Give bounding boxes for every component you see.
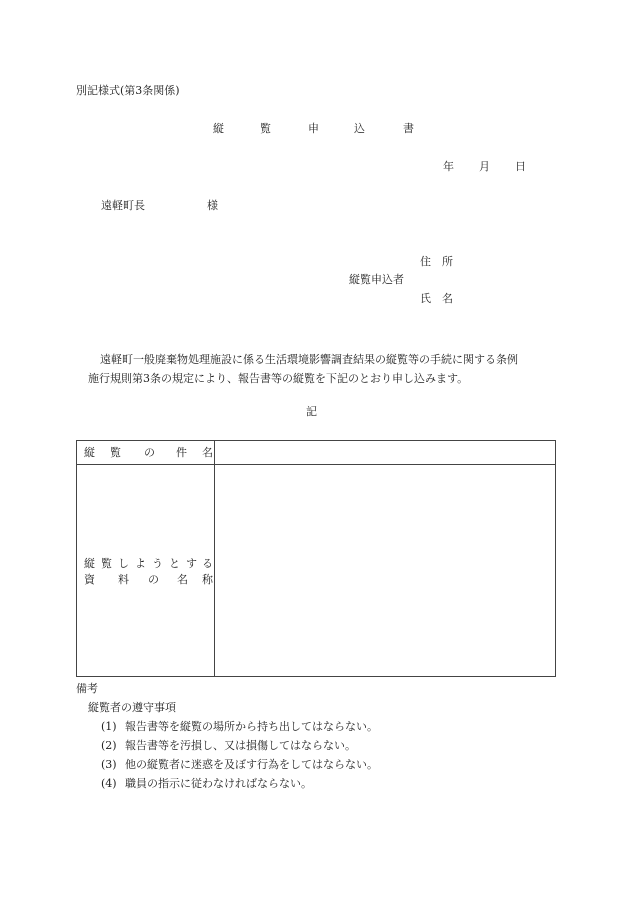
remarks-heading: 備考 (76, 682, 98, 695)
title-char: 書 (403, 122, 414, 135)
label-char: よ (135, 557, 146, 570)
label-char: 縦 (84, 557, 95, 570)
statement-line-2: 施行規則第3条の規定により、報告書等の縦覧を下記のとおり申し込みます。 (88, 372, 469, 385)
remarks-item-text: 報告書等を汚損し、又は損傷してはならない。 (125, 739, 356, 752)
title-char: 縦 (213, 122, 224, 135)
remarks-item (101, 778, 312, 789)
form-label: 別記様式(第3条関係) (76, 84, 180, 97)
applicant-name-label: 氏 名 (420, 292, 453, 305)
material-name-label-line-1 (84, 557, 213, 571)
label-char: 称 (202, 573, 213, 586)
addressee: 遠軽町長 (101, 199, 145, 212)
date-month-label: 月 (479, 160, 490, 173)
remarks-item (101, 721, 378, 732)
inspection-subject-label (84, 446, 213, 460)
document-title (213, 123, 433, 137)
remarks-item (101, 759, 378, 770)
date-year-label: 年 (443, 160, 454, 173)
remarks-item-number: (1) (101, 720, 117, 733)
label-char: る (202, 557, 213, 570)
date-line (443, 161, 543, 175)
remarks-item-number: (2) (101, 739, 117, 752)
label-char: 件 (176, 446, 187, 459)
remarks-item-number: (3) (101, 758, 117, 771)
statement-line-1: 遠軽町一般廃棄物処理施設に係る生活環境影響調査結果の縦覧等の手続に関する条例 (100, 353, 518, 366)
label-char: 料 (118, 573, 129, 586)
material-name-label (84, 557, 213, 590)
remarks-item-text: 職員の指示に従わなければならない。 (125, 777, 312, 790)
material-name-value-cell[interactable] (215, 465, 555, 676)
label-char: 覧 (110, 446, 121, 459)
label-char: 縦 (84, 446, 95, 459)
material-name-label-line-2 (84, 573, 213, 587)
label-char: 資 (84, 573, 95, 586)
ki-heading: 記 (306, 405, 317, 418)
label-char: 名 (177, 573, 188, 586)
inspection-subject-value-cell[interactable] (215, 441, 555, 464)
remarks-item-number: (4) (101, 777, 117, 790)
label-char: 覧 (101, 557, 112, 570)
honorific: 様 (207, 199, 218, 212)
title-char: 込 (354, 122, 365, 135)
remarks-subheading: 縦覧者の遵守事項 (88, 701, 176, 714)
label-char: 名 (202, 446, 213, 459)
application-statement (88, 350, 558, 388)
applicant-role-label: 縦覧申込者 (349, 273, 404, 286)
label-char: う (152, 557, 163, 570)
label-char: す (186, 557, 197, 570)
remarks-item-text: 他の縦覧者に迷惑を及ぼす行為をしてはならない。 (125, 758, 378, 771)
label-char: の (144, 446, 155, 459)
label-char: の (148, 573, 159, 586)
title-char: 申 (308, 122, 319, 135)
remarks-item-text: 報告書等を縦覧の場所から持ち出してはならない。 (125, 720, 378, 733)
inspection-table (76, 440, 556, 677)
applicant-address-label: 住 所 (420, 255, 453, 268)
label-char: と (169, 557, 180, 570)
remarks-item (101, 740, 356, 751)
date-day-label: 日 (515, 160, 526, 173)
title-char: 覧 (260, 122, 271, 135)
label-char: し (118, 557, 129, 570)
